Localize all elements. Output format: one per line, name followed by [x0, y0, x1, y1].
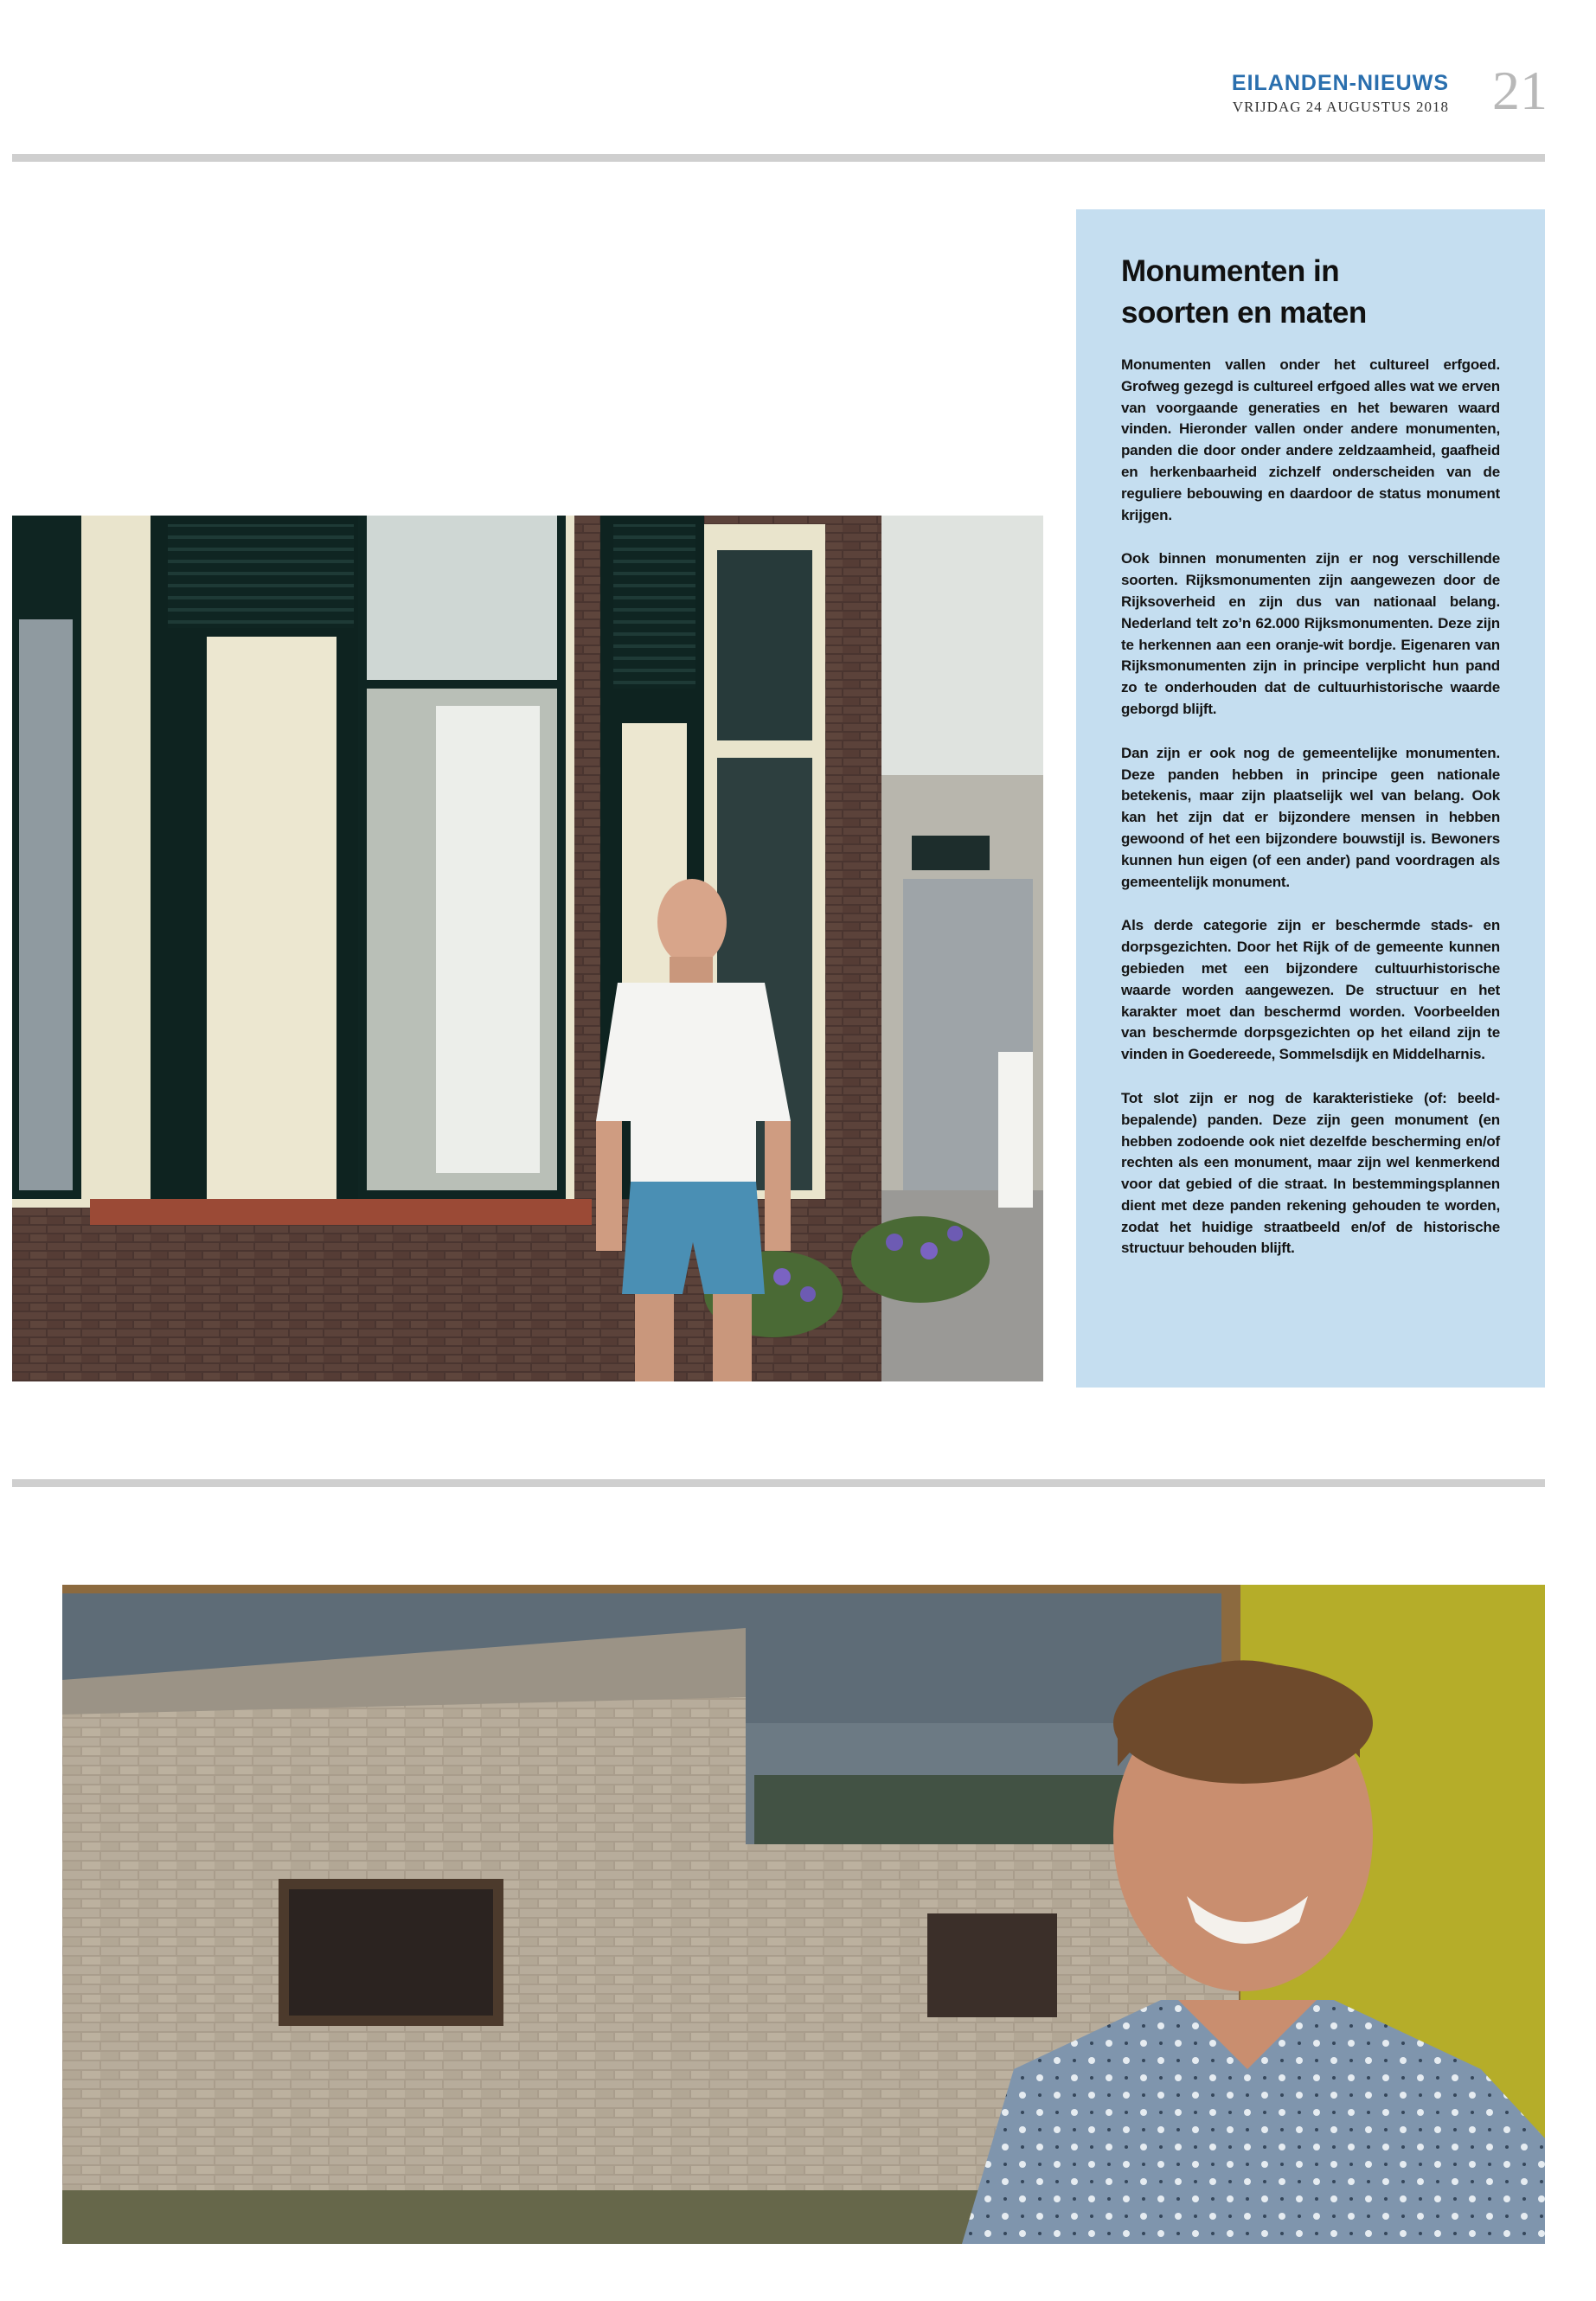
- info-sidebar: [1076, 209, 1545, 1388]
- photo-painting-illustration: [62, 1585, 1545, 2244]
- sidebar-title: [1121, 251, 1500, 334]
- photo-house-illustration: [12, 516, 1043, 1381]
- sidebar-paragraph-2: Ook binnen monumenten zijn er nog verschillende soorten. Rijksmonumenten zijn aangewezen door de Rijksoverheid en zijn dus van nationaal belang. Nederland telt zo’n 62.000 Rijksmonumenten. Deze zijn te herkennen aan een oranje-wit bordje. Eigenaren van Rijksmonumenten zijn in principe verplicht hun pand zo te onderhouden dat de cultuurhistorische waarde geborgd blijft.: [1121, 550, 1500, 717]
- masthead: [1232, 71, 1449, 116]
- sidebar-paragraph-1: Monumenten vallen onder het cultureel erfgoed. Grofweg gezegd is cultureel erfgoed alles wat we erven van voorgaande generaties en het bewaren waard vinden. Hieronder vallen onder andere monumenten, panden die door onder andere zeldzaamheid, gaafheid en herkenbaarheid zichzelf onderscheiden van de reguliere bebouwing en daardoor de status monument krijgen.: [1121, 356, 1500, 523]
- photo-man-in-front-of-painting: [62, 1585, 1545, 2244]
- sidebar-paragraph-5: Tot slot zijn er nog de karakteristieke (of: beeldbepalende) panden. Deze zijn geen monument (en hebben zodoende ook niet dezelfde bescherming en/of rechten als een monument, maar zijn wel kenmerkend voor dat gebied of die straat. In bestemmingsplannen dient met deze panden rekening gehouden te worden, zodat het huidige straatbeeld en/of de historische structuur behouden blijft.: [1121, 1089, 1500, 1257]
- publication-name: EILANDEN-NIEUWS: [1231, 71, 1449, 95]
- sidebar-paragraph-3: Dan zijn er ook nog de gemeentelijke monumenten. Deze panden hebben in principe geen nationale betekenis, maar zijn plaatselijk wel van belang. Ook kan het zijn dat er bijzondere mensen in hebben gewoond of het een bijzondere bouwstijl is. Bewoners kunnen hun eigen (of een ander) pand voordragen als gemeentelijk monument.: [1121, 744, 1500, 890]
- middle-divider: [12, 1479, 1545, 1487]
- sidebar-paragraph-4: Als derde categorie zijn er beschermde stads- en dorpsgezichten. Door het Rijk of de gemeente kunnen gebieden met een bijzondere cultuurhistorische waarde worden aangewezen. De structuur en het karakter moet dan beschermd worden. Voorbeelden van beschermde dorpsgezichten op het eiland zijn te vinden in Goedereede, Sommelsdijk en Middelharnis.: [1121, 917, 1500, 1063]
- top-divider: [12, 154, 1545, 162]
- photo-man-at-house: [12, 516, 1043, 1381]
- issue-date: VRIJDAG 24 AUGUSTUS 2018: [1232, 99, 1449, 115]
- sidebar-title-line-1: Monumenten in: [1121, 254, 1340, 288]
- sidebar-title-line-2: soorten en maten: [1121, 296, 1367, 330]
- page-number: 21: [1492, 60, 1548, 121]
